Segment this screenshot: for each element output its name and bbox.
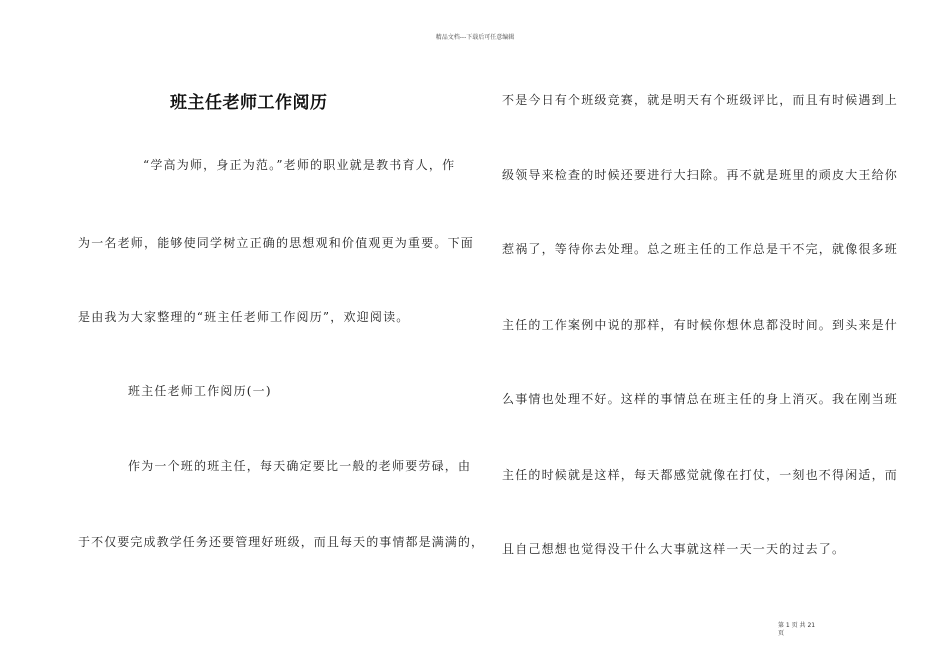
paragraph-line: “学高为师，身正为范。”老师的职业就是教书育人，作 <box>143 158 456 172</box>
paragraph-line: 么事情也处理不好。这样的事情总在班主任的身上消灭。我在刚当班 <box>502 392 899 406</box>
paragraph-line: 于不仅要完成教学任务还要管理好班级，而且每天的事情都是满满的， <box>78 535 485 549</box>
paragraph-line: 且自己想想也觉得没干什么大事就这样一天一天的过去了。 <box>502 542 846 556</box>
paragraph-line: 级领导来检查的时候还要进行大扫除。再不就是班里的顽皮大王给你 <box>502 168 899 182</box>
paragraph-line: 是由我为大家整理的“班主任老师工作阅历”，欢迎阅读。 <box>78 310 410 324</box>
paragraph-line: 不是今日有个班级竞赛，就是明天有个班级评比，而且有时候遇到上 <box>502 93 899 107</box>
page-number-line: 第 1 页 共 21 <box>778 622 816 629</box>
section-heading: 班主任老师工作阅历(一) <box>128 384 272 398</box>
paragraph-line: 作为一个班的班主任，每天确定要比一般的老师要劳碌，由 <box>128 459 472 473</box>
paragraph-line: 主任的工作案例中说的那样，有时候你想休息都没时间。到头来是什 <box>502 318 899 332</box>
paragraph-line: 为一名老师，能够使同学树立正确的思想观和价值观更为重要。下面 <box>78 236 475 250</box>
paragraph-line: 主任的时候就是这样，每天都感觉就像在打仗，一刻也不得闲适，而 <box>502 468 899 482</box>
page-number <box>778 622 848 638</box>
page-header: 精品文档---下载后可任意编辑 <box>435 34 515 41</box>
page-number-line: 页 <box>778 630 785 637</box>
document-title: 班主任老师工作阅历 <box>170 93 328 113</box>
paragraph-line: 惹祸了，等待你去处理。总之班主任的工作总是干不完，就像很多班 <box>502 242 899 256</box>
